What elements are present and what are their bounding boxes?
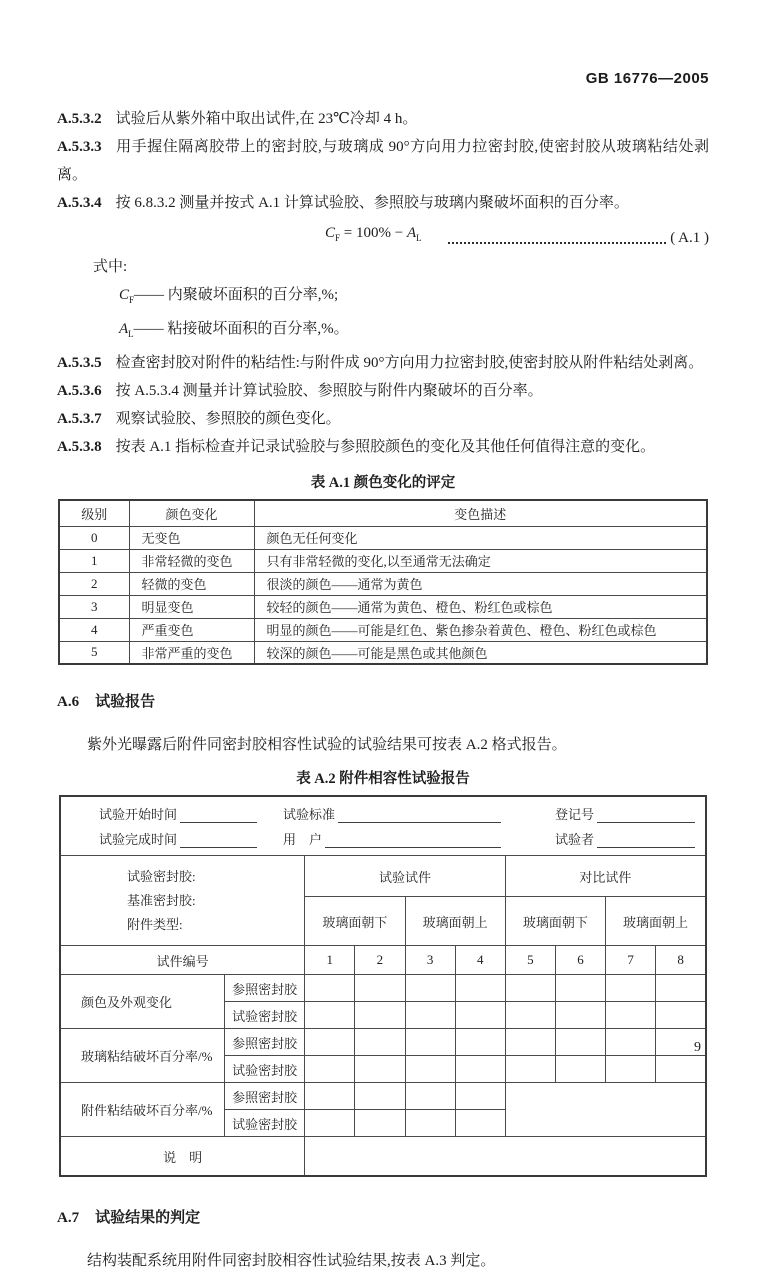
specimen-number: 2 bbox=[355, 946, 405, 975]
sub-header-glass-down: 玻璃面朝下 bbox=[305, 897, 405, 946]
sealant-info-cell bbox=[60, 856, 305, 946]
label-reference-sealant: 基准密封胶: bbox=[127, 892, 196, 908]
page-number: 9 bbox=[694, 1040, 701, 1055]
clause-number: A.5.3.5 bbox=[57, 355, 102, 371]
where-intro: 式中: bbox=[93, 259, 128, 275]
merged-empty-cell bbox=[505, 1083, 706, 1137]
data-cell bbox=[305, 1002, 355, 1029]
blank-line bbox=[325, 833, 501, 848]
specimen-number: 7 bbox=[606, 946, 656, 975]
data-cell bbox=[656, 1056, 706, 1083]
data-cell bbox=[606, 1056, 656, 1083]
field-tester bbox=[555, 829, 701, 848]
data-cell bbox=[505, 975, 555, 1002]
page-content bbox=[57, 0, 709, 1275]
change-cell: 无变色 bbox=[129, 526, 254, 549]
change-cell: 非常严重的变色 bbox=[129, 641, 254, 664]
data-cell bbox=[405, 1029, 455, 1056]
note-row bbox=[60, 1137, 706, 1177]
specimen-number: 4 bbox=[455, 946, 505, 975]
field-label: 试验者 bbox=[555, 832, 595, 847]
data-cell bbox=[455, 975, 505, 1002]
clause-a533 bbox=[57, 133, 709, 189]
sub-header-glass-up: 玻璃面朝上 bbox=[606, 897, 706, 946]
field-label: 试验开始时间 bbox=[99, 807, 178, 822]
table-row bbox=[59, 572, 707, 595]
section-a7-heading bbox=[57, 1203, 709, 1233]
data-cell bbox=[505, 1002, 555, 1029]
change-cell: 明显变色 bbox=[129, 595, 254, 618]
clause-text: 检查密封胶对附件的粘结性:与附件成 90°方向用力拉密封胶,使密封胶从附件粘结处剥离。 bbox=[115, 355, 704, 371]
data-cell bbox=[606, 975, 656, 1002]
label-test-sealant: 试验密封胶: bbox=[127, 868, 196, 884]
section-title: 试验结果的判定 bbox=[95, 1210, 201, 1226]
data-cell bbox=[405, 1110, 455, 1137]
data-cell bbox=[355, 1029, 405, 1056]
clause-block-2 bbox=[57, 349, 709, 461]
sealant-info-lines bbox=[127, 865, 196, 937]
change-cell: 非常轻微的变色 bbox=[129, 549, 254, 572]
clause-number: A.5.3.3 bbox=[57, 139, 102, 155]
row-label-color-appearance: 颜色及外观变化 bbox=[60, 975, 224, 1029]
formula-var-al: A bbox=[406, 225, 417, 241]
clause-number: A.5.3.7 bbox=[57, 411, 102, 427]
data-cell bbox=[455, 1002, 505, 1029]
data-cell bbox=[305, 1056, 355, 1083]
formula-a1 bbox=[325, 220, 422, 251]
data-cell bbox=[355, 1002, 405, 1029]
field-finish-time bbox=[99, 829, 271, 848]
report-info-cell bbox=[60, 796, 706, 856]
blank-line bbox=[180, 808, 257, 823]
field-label: 试验完成时间 bbox=[99, 832, 178, 847]
clause-number: A.5.3.2 bbox=[57, 111, 102, 127]
definition-text: —— 内聚破坏面积的百分率,%; bbox=[134, 287, 339, 303]
clause-number: A.5.3.8 bbox=[57, 439, 102, 455]
note-label: 说 明 bbox=[60, 1137, 305, 1177]
formula-var-cf: C bbox=[325, 225, 336, 241]
description-cell: 颜色无任何变化 bbox=[254, 526, 707, 549]
table-a1-header-row bbox=[59, 500, 707, 526]
column-header: 颜色变化 bbox=[129, 500, 254, 526]
specimen-number-row bbox=[60, 946, 706, 975]
formula-sub-l: L bbox=[416, 233, 422, 243]
section-a6-body: 紫外光曝露后附件同密封胶相容性试验的试验结果可按表 A.2 格式报告。 bbox=[87, 737, 567, 753]
field-user bbox=[283, 829, 515, 848]
clause-text: 观察试验胶、参照胶的颜色变化。 bbox=[115, 411, 341, 427]
data-cell bbox=[555, 1029, 605, 1056]
formula-reference: ( A.1 ) bbox=[670, 230, 709, 246]
data-cell bbox=[405, 975, 455, 1002]
table-row bbox=[60, 1029, 706, 1056]
blank-line bbox=[338, 808, 501, 823]
grade-cell: 5 bbox=[59, 641, 129, 664]
formula-sub-f: F bbox=[335, 233, 341, 243]
grade-cell: 0 bbox=[59, 526, 129, 549]
data-cell bbox=[656, 975, 706, 1002]
label-accessory-type: 附件类型: bbox=[127, 916, 183, 932]
sub-row-label: 试验密封胶 bbox=[224, 1002, 304, 1029]
clause-text: 按表 A.1 指标检查并记录试验胶与参照胶颜色的变化及其他任何值得注意的变化。 bbox=[115, 439, 656, 455]
blank-line bbox=[597, 833, 695, 848]
data-cell bbox=[555, 975, 605, 1002]
sub-header-glass-down: 玻璃面朝下 bbox=[505, 897, 605, 946]
clause-text: 用手握住隔离胶带上的密封胶,与玻璃成 90°方向用力拉密封胶,使密封胶从玻璃粘结处剥离。 bbox=[57, 139, 709, 183]
data-cell bbox=[455, 1110, 505, 1137]
data-cell bbox=[505, 1056, 555, 1083]
symbol-al-sub: L bbox=[128, 329, 134, 339]
clause-a537 bbox=[57, 405, 709, 433]
clause-a538 bbox=[57, 433, 709, 461]
data-cell bbox=[555, 1056, 605, 1083]
table-a1-title: 表 A.1 颜色变化的评定 bbox=[310, 475, 456, 491]
grade-cell: 3 bbox=[59, 595, 129, 618]
data-cell bbox=[455, 1029, 505, 1056]
table-a2 bbox=[59, 795, 707, 1177]
column-header: 级别 bbox=[59, 500, 129, 526]
table-row bbox=[59, 595, 707, 618]
change-cell: 严重变色 bbox=[129, 618, 254, 641]
group-header-test-specimen: 试验试件 bbox=[305, 856, 506, 897]
data-cell bbox=[405, 1002, 455, 1029]
sub-row-label: 参照密封胶 bbox=[224, 1083, 304, 1110]
table-row bbox=[59, 526, 707, 549]
grade-cell: 4 bbox=[59, 618, 129, 641]
data-cell bbox=[305, 975, 355, 1002]
table-row bbox=[59, 641, 707, 664]
clause-a536 bbox=[57, 377, 709, 405]
specimen-number: 5 bbox=[505, 946, 555, 975]
blank-line bbox=[180, 833, 257, 848]
description-cell: 较轻的颜色——通常为黄色、橙色、粉红色或棕色 bbox=[254, 595, 707, 618]
table-row bbox=[59, 549, 707, 572]
row-label-glass-bond-failure: 玻璃粘结破坏百分率/% bbox=[60, 1029, 224, 1083]
data-cell bbox=[355, 1110, 405, 1137]
section-a6-heading bbox=[57, 687, 709, 717]
data-cell bbox=[555, 1002, 605, 1029]
data-cell bbox=[656, 1002, 706, 1029]
description-cell: 只有非常轻微的变化,以至通常无法确定 bbox=[254, 549, 707, 572]
field-test-standard bbox=[283, 804, 515, 823]
description-cell: 很淡的颜色——通常为黄色 bbox=[254, 572, 707, 595]
row-label-accessory-bond-failure: 附件粘结破坏百分率/% bbox=[60, 1083, 224, 1137]
clause-text: 按 6.8.3.2 测量并按式 A.1 计算试验胶、参照胶与玻璃内聚破坏面积的百分率。 bbox=[115, 195, 629, 211]
table-a1 bbox=[58, 499, 708, 665]
field-label: 用 户 bbox=[283, 832, 323, 847]
definition-al bbox=[57, 315, 709, 349]
data-cell bbox=[606, 1029, 656, 1056]
note-content-cell bbox=[305, 1137, 706, 1177]
grade-cell: 2 bbox=[59, 572, 129, 595]
clause-text: 试验后从紫外箱中取出试件,在 23℃冷却 4 h。 bbox=[115, 111, 418, 127]
data-cell bbox=[355, 1083, 405, 1110]
info-line-1 bbox=[65, 801, 701, 826]
field-label: 试验标准 bbox=[283, 807, 336, 822]
section-number: A.6 bbox=[57, 694, 80, 710]
clause-a532 bbox=[57, 105, 709, 133]
field-registration-no bbox=[555, 804, 701, 823]
formula-a1-row bbox=[57, 220, 709, 251]
table-a2-title: 表 A.2 附件相容性试验报告 bbox=[296, 771, 470, 787]
clause-a534 bbox=[57, 189, 709, 217]
section-number: A.7 bbox=[57, 1210, 80, 1226]
table-row bbox=[60, 1083, 706, 1110]
doc-number: GB 16776—2005 bbox=[585, 70, 709, 87]
sub-row-label: 试验密封胶 bbox=[224, 1110, 304, 1137]
sub-row-label: 参照密封胶 bbox=[224, 975, 304, 1002]
column-header: 变色描述 bbox=[254, 500, 707, 526]
data-cell bbox=[305, 1083, 355, 1110]
symbol-cf: C bbox=[119, 287, 130, 303]
clause-block-1 bbox=[57, 105, 709, 217]
group-header-row bbox=[60, 856, 706, 897]
clause-number: A.5.3.4 bbox=[57, 195, 102, 211]
specimen-number: 8 bbox=[656, 946, 706, 975]
table-row bbox=[60, 975, 706, 1002]
field-label: 登记号 bbox=[555, 807, 595, 822]
report-info-row bbox=[60, 796, 706, 856]
info-line-2 bbox=[65, 826, 701, 851]
field-start-time bbox=[99, 804, 271, 823]
clause-text: 按 A.5.3.4 测量并计算试验胶、参照胶与附件内聚破坏的百分率。 bbox=[115, 383, 543, 399]
sub-row-label: 试验密封胶 bbox=[224, 1056, 304, 1083]
table-row bbox=[59, 618, 707, 641]
change-cell: 轻微的变色 bbox=[129, 572, 254, 595]
sub-row-label: 参照密封胶 bbox=[224, 1029, 304, 1056]
data-cell bbox=[355, 975, 405, 1002]
data-cell bbox=[455, 1056, 505, 1083]
data-cell bbox=[405, 1083, 455, 1110]
specimen-number: 6 bbox=[555, 946, 605, 975]
data-cell bbox=[505, 1029, 555, 1056]
data-cell bbox=[305, 1110, 355, 1137]
specimen-number-label: 试件编号 bbox=[60, 946, 305, 975]
group-header-control-specimen: 对比试件 bbox=[505, 856, 706, 897]
description-cell: 较深的颜色——可能是黑色或其他颜色 bbox=[254, 641, 707, 664]
section-a7-body: 结构装配系统用附件同密封胶相容性试验结果,按表 A.3 判定。 bbox=[87, 1253, 496, 1269]
definition-text: —— 粘接破坏面积的百分率,%。 bbox=[133, 321, 349, 337]
dots-leader bbox=[448, 242, 667, 244]
definition-cf bbox=[57, 281, 709, 315]
data-cell bbox=[305, 1029, 355, 1056]
data-cell bbox=[355, 1056, 405, 1083]
specimen-number: 1 bbox=[305, 946, 355, 975]
data-cell bbox=[405, 1056, 455, 1083]
grade-cell: 1 bbox=[59, 549, 129, 572]
clause-a535 bbox=[57, 349, 709, 377]
symbol-cf-sub: F bbox=[129, 295, 135, 305]
specimen-number: 3 bbox=[405, 946, 455, 975]
data-cell bbox=[606, 1002, 656, 1029]
blank-line bbox=[597, 808, 695, 823]
clause-number: A.5.3.6 bbox=[57, 383, 102, 399]
sub-header-glass-up: 玻璃面朝上 bbox=[405, 897, 505, 946]
symbol-al: A bbox=[119, 321, 129, 337]
formula-operator: = 100% − bbox=[343, 225, 407, 241]
description-cell: 明显的颜色——可能是红色、紫色掺杂着黄色、橙色、粉红色或棕色 bbox=[254, 618, 707, 641]
data-cell bbox=[455, 1083, 505, 1110]
section-title: 试验报告 bbox=[95, 694, 156, 710]
